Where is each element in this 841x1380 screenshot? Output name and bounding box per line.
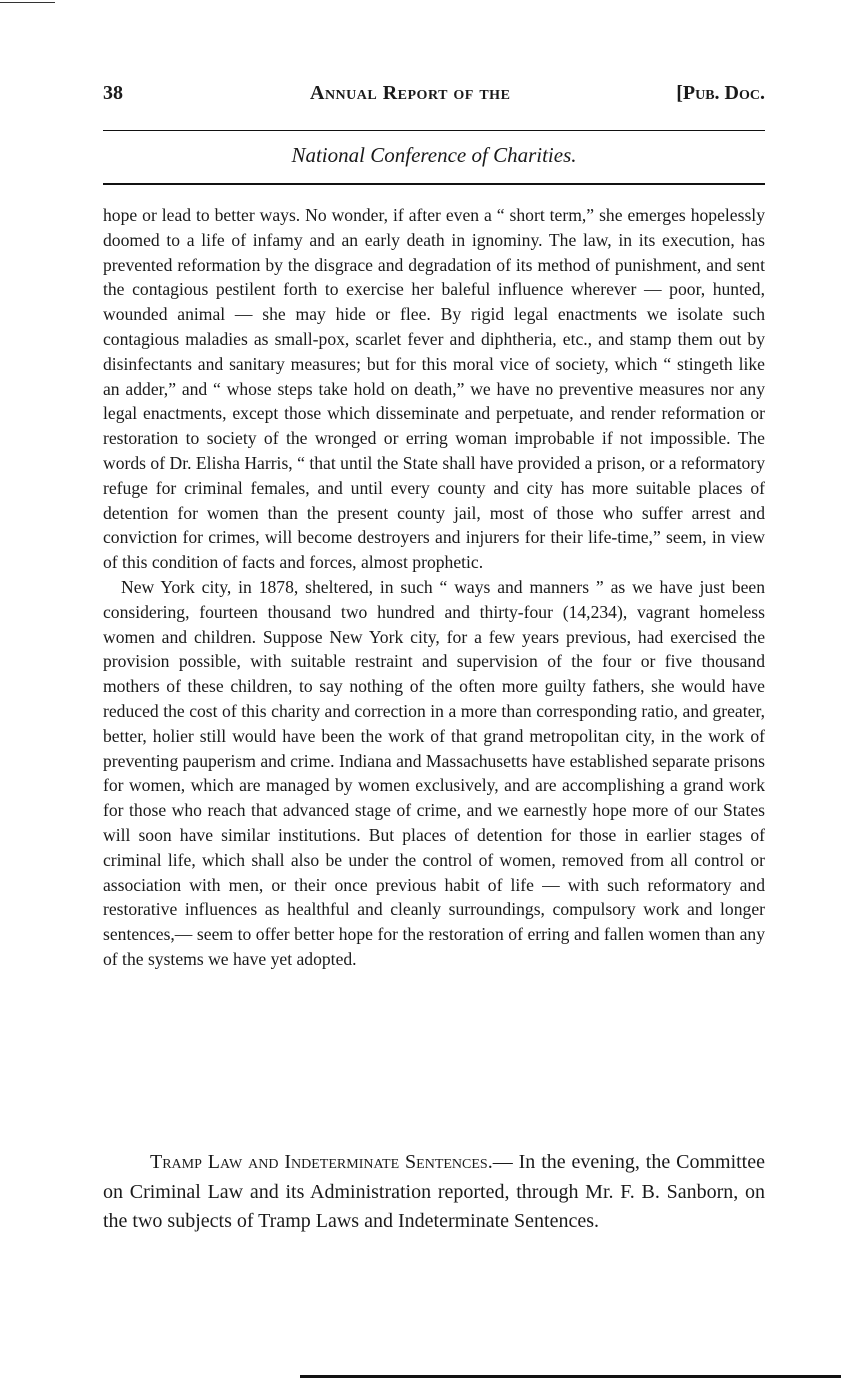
running-head <box>103 82 765 112</box>
header-rule-bottom <box>103 183 765 185</box>
paragraph-continued: hope or lead to better ways. No wonder, if after even a “ short term,” she emerges hopelessly doomed to a life of infamy and an early death in ignominy. The law, in its execution, has prevented reformation by the disgrace and degradation of its method of punishment, and sent the contagious pestilent forth to exercise her baleful influence wherever — poor, hunted, wounded animal — she may hide or flee. By rigid legal enactments we isolate such contagious maladies as small-pox, scarlet fever and diphtheria, etc., and stamp them out by disinfectants and sanitary measures; but for this moral vice of society, which “ stingeth like an adder,” and “ whose steps take hold on death,” we have no preventive measures nor any legal enactments, except those which disseminate and perpetuate, and render reformation or restoration to society of the wronged or erring woman improbable if not impossible. The words of Dr. Elisha Harris, “ that until the State shall have provided a prison, or a reformatory refuge for criminal females, and until every county and city has more suitable places of detention for women than the present county jail, most of those who suffer arrest and conviction for crimes, will become destroyers and injurers for their life-time,” seem, in view of this condition of facts and forces, almost prophetic. <box>103 205 765 573</box>
paragraph-new-york: New York city, in 1878, sheltered, in such “ ways and manners ” as we have just been considering, fourteen thousand two hundred and thirty-four (14,234), vagrant homeless women and children. Suppose New York city, for a few years previous, had exercised the provision possible, with suitable restraint and supervision of the four or five thousand mothers of these children, to say nothing of the often more guilty fathers, she would have reduced the cost of this charity and correction in a more than corresponding ratio, and greater, better, holier still would have been the work of that grand metropolitan city, in the work of preventing pauperism and crime. Indiana and Massachusetts have established separate prisons for women, which are managed by women exclusively, and are accomplishing a grand work for those who reach that advanced stage of crime, and we earnestly hope more of our States will soon have similar institutions. But places of detention for those in earlier stages of criminal life, which shall also be under the control of women, removed from all control or association with men, or their once previous habit of life — with such reformatory and restorative influences as healthful and cleanly surroundings, compulsory work and longer sentences,— seem to offer better hope for the restoration of erring and fallen women than any of the systems we have yet adopted. <box>103 576 765 969</box>
bottom-edge-rule <box>300 1375 841 1378</box>
header-rule-top <box>103 130 765 131</box>
document-type: [Pub. Doc. <box>676 82 765 104</box>
tramp-law-section <box>103 1148 765 1237</box>
tramp-law-text: — In the evening, the Committee on Criminal Law and its Administration reported, through Mr. F. B. Sanborn, on the two subjects of Tramp Laws and Indeterminate Sentences. <box>103 1151 765 1232</box>
top-edge-rule <box>0 2 55 3</box>
tramp-law-heading: Tramp Law and Indeterminate Sentences. <box>150 1151 493 1173</box>
section-title: National Conference of Charities. <box>291 143 577 167</box>
page-number: 38 <box>103 82 123 104</box>
body-text <box>103 203 765 972</box>
report-title: Annual Report of the <box>310 82 511 104</box>
